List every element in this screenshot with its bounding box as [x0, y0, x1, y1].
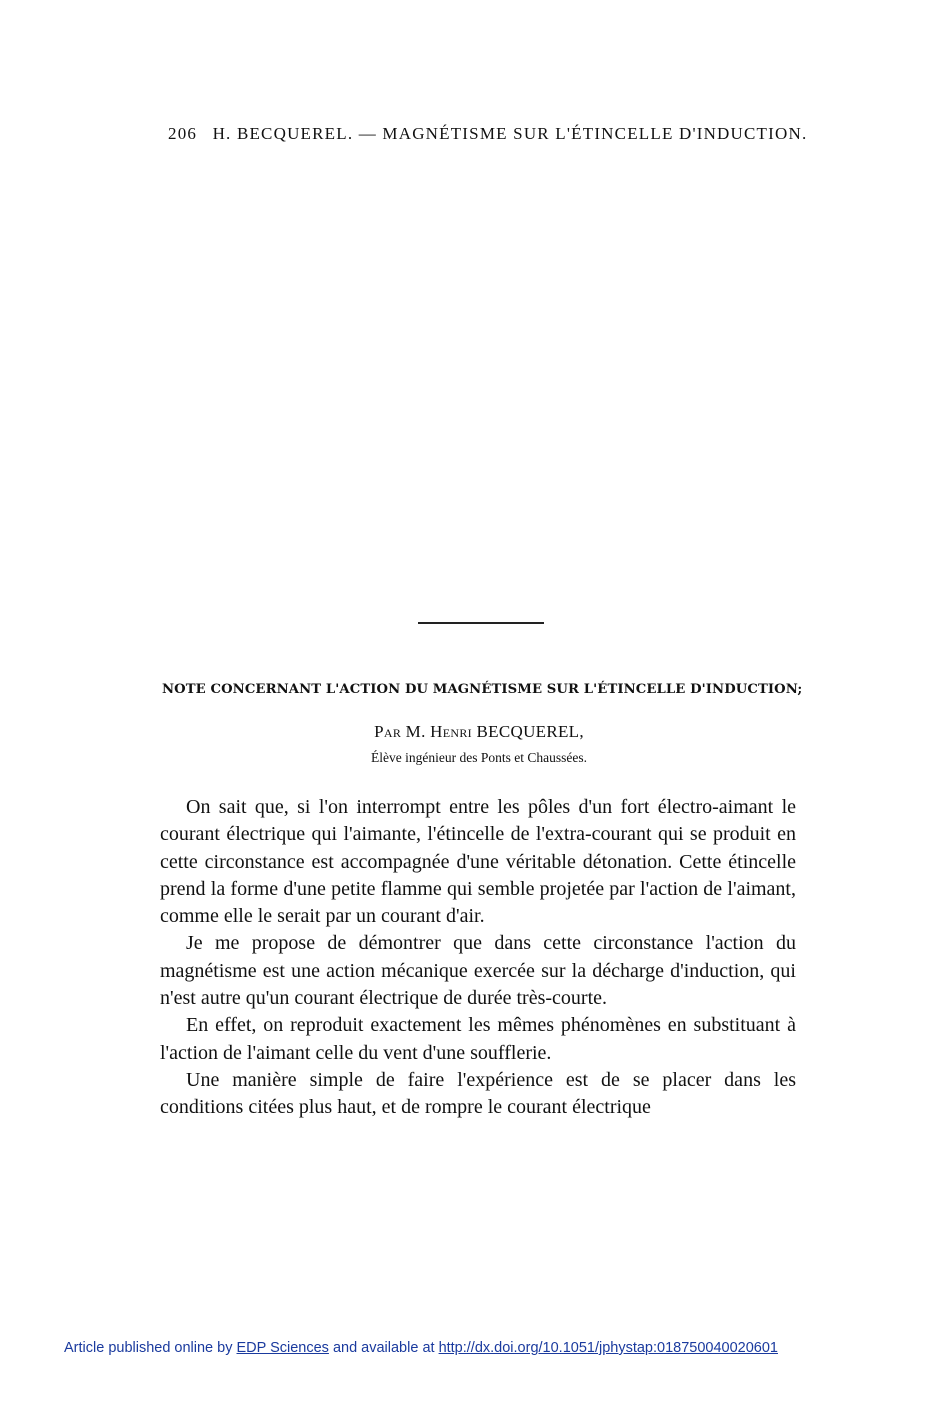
paragraph: Une manière simple de faire l'expérience est de se placer dans les conditions citées plus haut, et de rompre le courant électrique [160, 1068, 796, 1119]
footer-middle: and available at [332, 1340, 435, 1356]
running-head [168, 124, 808, 144]
footer-prefix: Article published online by [64, 1340, 233, 1356]
author-prefix: Par M. Henri [374, 722, 472, 741]
publication-footer [64, 1340, 884, 1356]
body-text [160, 794, 796, 1122]
author-line [0, 722, 930, 742]
author-affiliation: Élève ingénieur des Ponts et Chaussées. [371, 750, 587, 765]
paragraph: En effet, on reproduit exactement les mêmes phénomènes en substituant à l'action de l'aimant celle du vent d'une soufflerie. [160, 1014, 796, 1064]
article-title: NOTE CONCERNANT L'ACTION DU MAGNÉTISME SUR L'ÉTINCELLE D'INDUCTION; [162, 682, 803, 697]
paragraph: Je me propose de démontrer que dans cette circonstance l'action du magnétisme est une action mécanique exercée sur la décharge d'induction, qui n'est autre qu'un courant électrique de durée très-courte. [160, 932, 796, 1010]
author-name: BECQUEREL, [476, 722, 584, 741]
paragraph: On sait que, si l'on interrompt entre les pôles d'un fort électro-aimant le courant électrique qui l'aimante, l'étincelle de l'extra-courant qui se produit en cette circonstance est accompagnée d'une véritable détonation. Cette étincelle prend la forme d'une petite flamme qui semble projetée par l'action de l'aimant, comme elle le serait par un courant d'air. [160, 796, 796, 928]
title-separator-rule [418, 622, 544, 624]
doi-link[interactable]: http://dx.doi.org/10.1051/jphystap:018750040020601 [438, 1340, 778, 1356]
running-head-text: H. BECQUEREL. — MAGNÉTISME SUR L'ÉTINCELLE D'INDUCTION. [212, 124, 808, 143]
page-number: 206 [168, 124, 198, 143]
publisher-link[interactable]: EDP Sciences [236, 1340, 329, 1356]
